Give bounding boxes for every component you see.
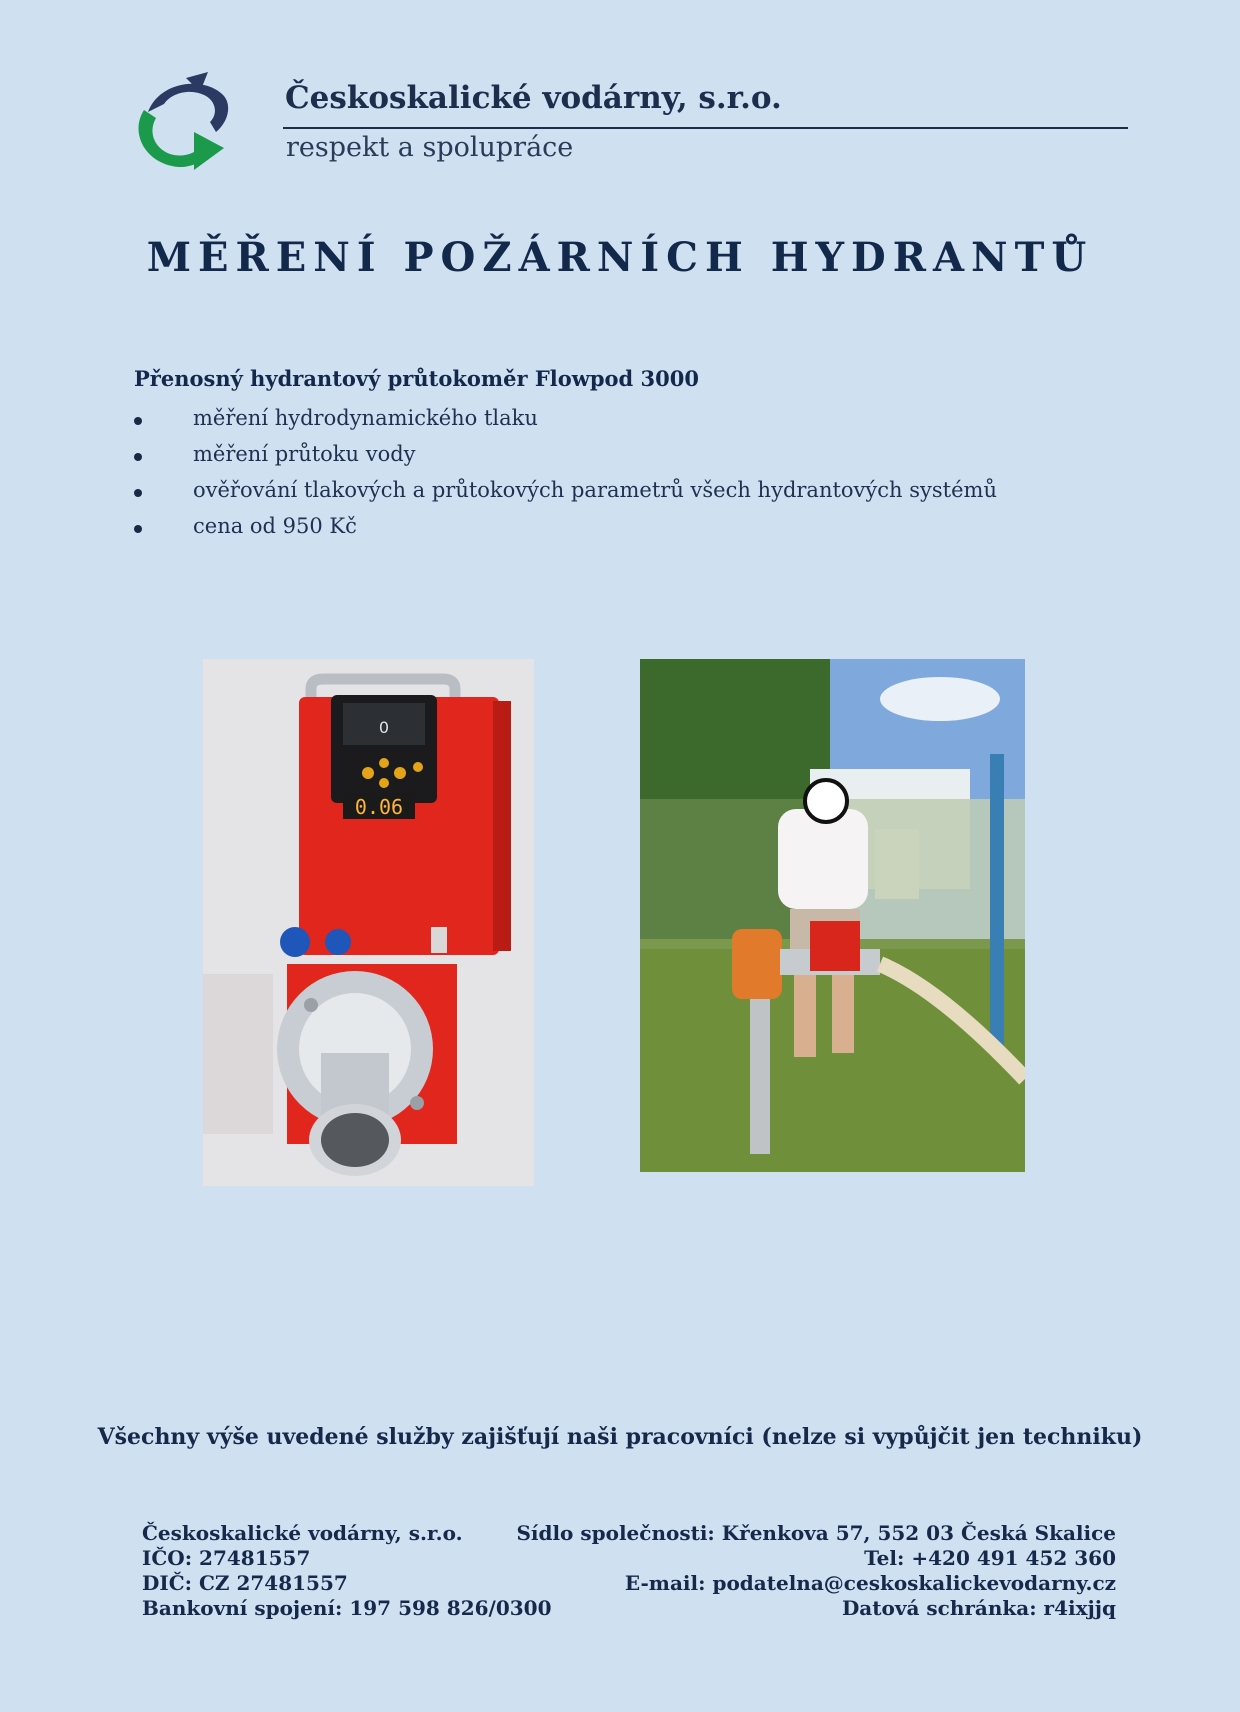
flowmeter-device-photo: [203, 659, 534, 1186]
flowmeter-illustration: [203, 659, 534, 1186]
bullet-icon: [134, 525, 142, 533]
feature-text: ověřování tlakových a průtokových parametrů všech hydrantových systémů: [193, 478, 997, 502]
bullet-icon: [134, 489, 142, 497]
page-title: MĚŘENÍ POŽÁRNÍCH HYDRANTŮ: [146, 234, 1094, 281]
company-tagline: respekt a spolupráce: [286, 132, 574, 163]
footer-ico: IČO: 27481557: [142, 1546, 311, 1570]
logo-green-arrowhead: [194, 132, 224, 170]
service-notice: Všechny výše uvedené služby zajišťují naši pracovníci (nelze si vypůjčit jen techniku): [97, 1424, 1143, 1450]
feature-text: měření průtoku vody: [193, 442, 416, 466]
footer-email: E-mail: podatelna@ceskoskalickevodarny.cz: [624, 1571, 1116, 1595]
footer-company-info: [142, 1521, 552, 1621]
company-logo: [128, 70, 244, 182]
product-heading: Přenosný hydrantový průtokoměr Flowpod 3000: [134, 366, 699, 391]
footer-contact-info: [516, 1521, 1116, 1621]
footer-bank: Bankovní spojení: 197 598 826/0300: [142, 1596, 552, 1620]
header-divider: [283, 127, 1128, 129]
footer-company-name: Českoskalické vodárny, s.r.o.: [142, 1521, 463, 1545]
feature-text: měření hydrodynamického tlaku: [193, 406, 538, 430]
field-illustration: [640, 659, 1025, 1172]
footer-dic: DIČ: CZ 27481557: [142, 1571, 348, 1595]
logo-navy-arrow: [148, 84, 228, 132]
company-name: Českoskalické vodárny, s.r.o.: [285, 80, 782, 116]
field-measurement-photo: [640, 659, 1025, 1172]
svg-text:0: 0: [378, 718, 390, 737]
bullet-icon: [134, 417, 142, 425]
feature-text: cena od 950 Kč: [193, 514, 357, 538]
footer-data-box: Datová schránka: r4ixjjq: [841, 1596, 1116, 1620]
bullet-icon: [134, 453, 142, 461]
footer-phone: Tel: +420 491 452 360: [864, 1546, 1116, 1570]
device-led-readout: 0.06: [354, 795, 404, 819]
footer-address: Sídlo společnosti: Křenkova 57, 552 03 Česká Skalice: [516, 1521, 1116, 1545]
